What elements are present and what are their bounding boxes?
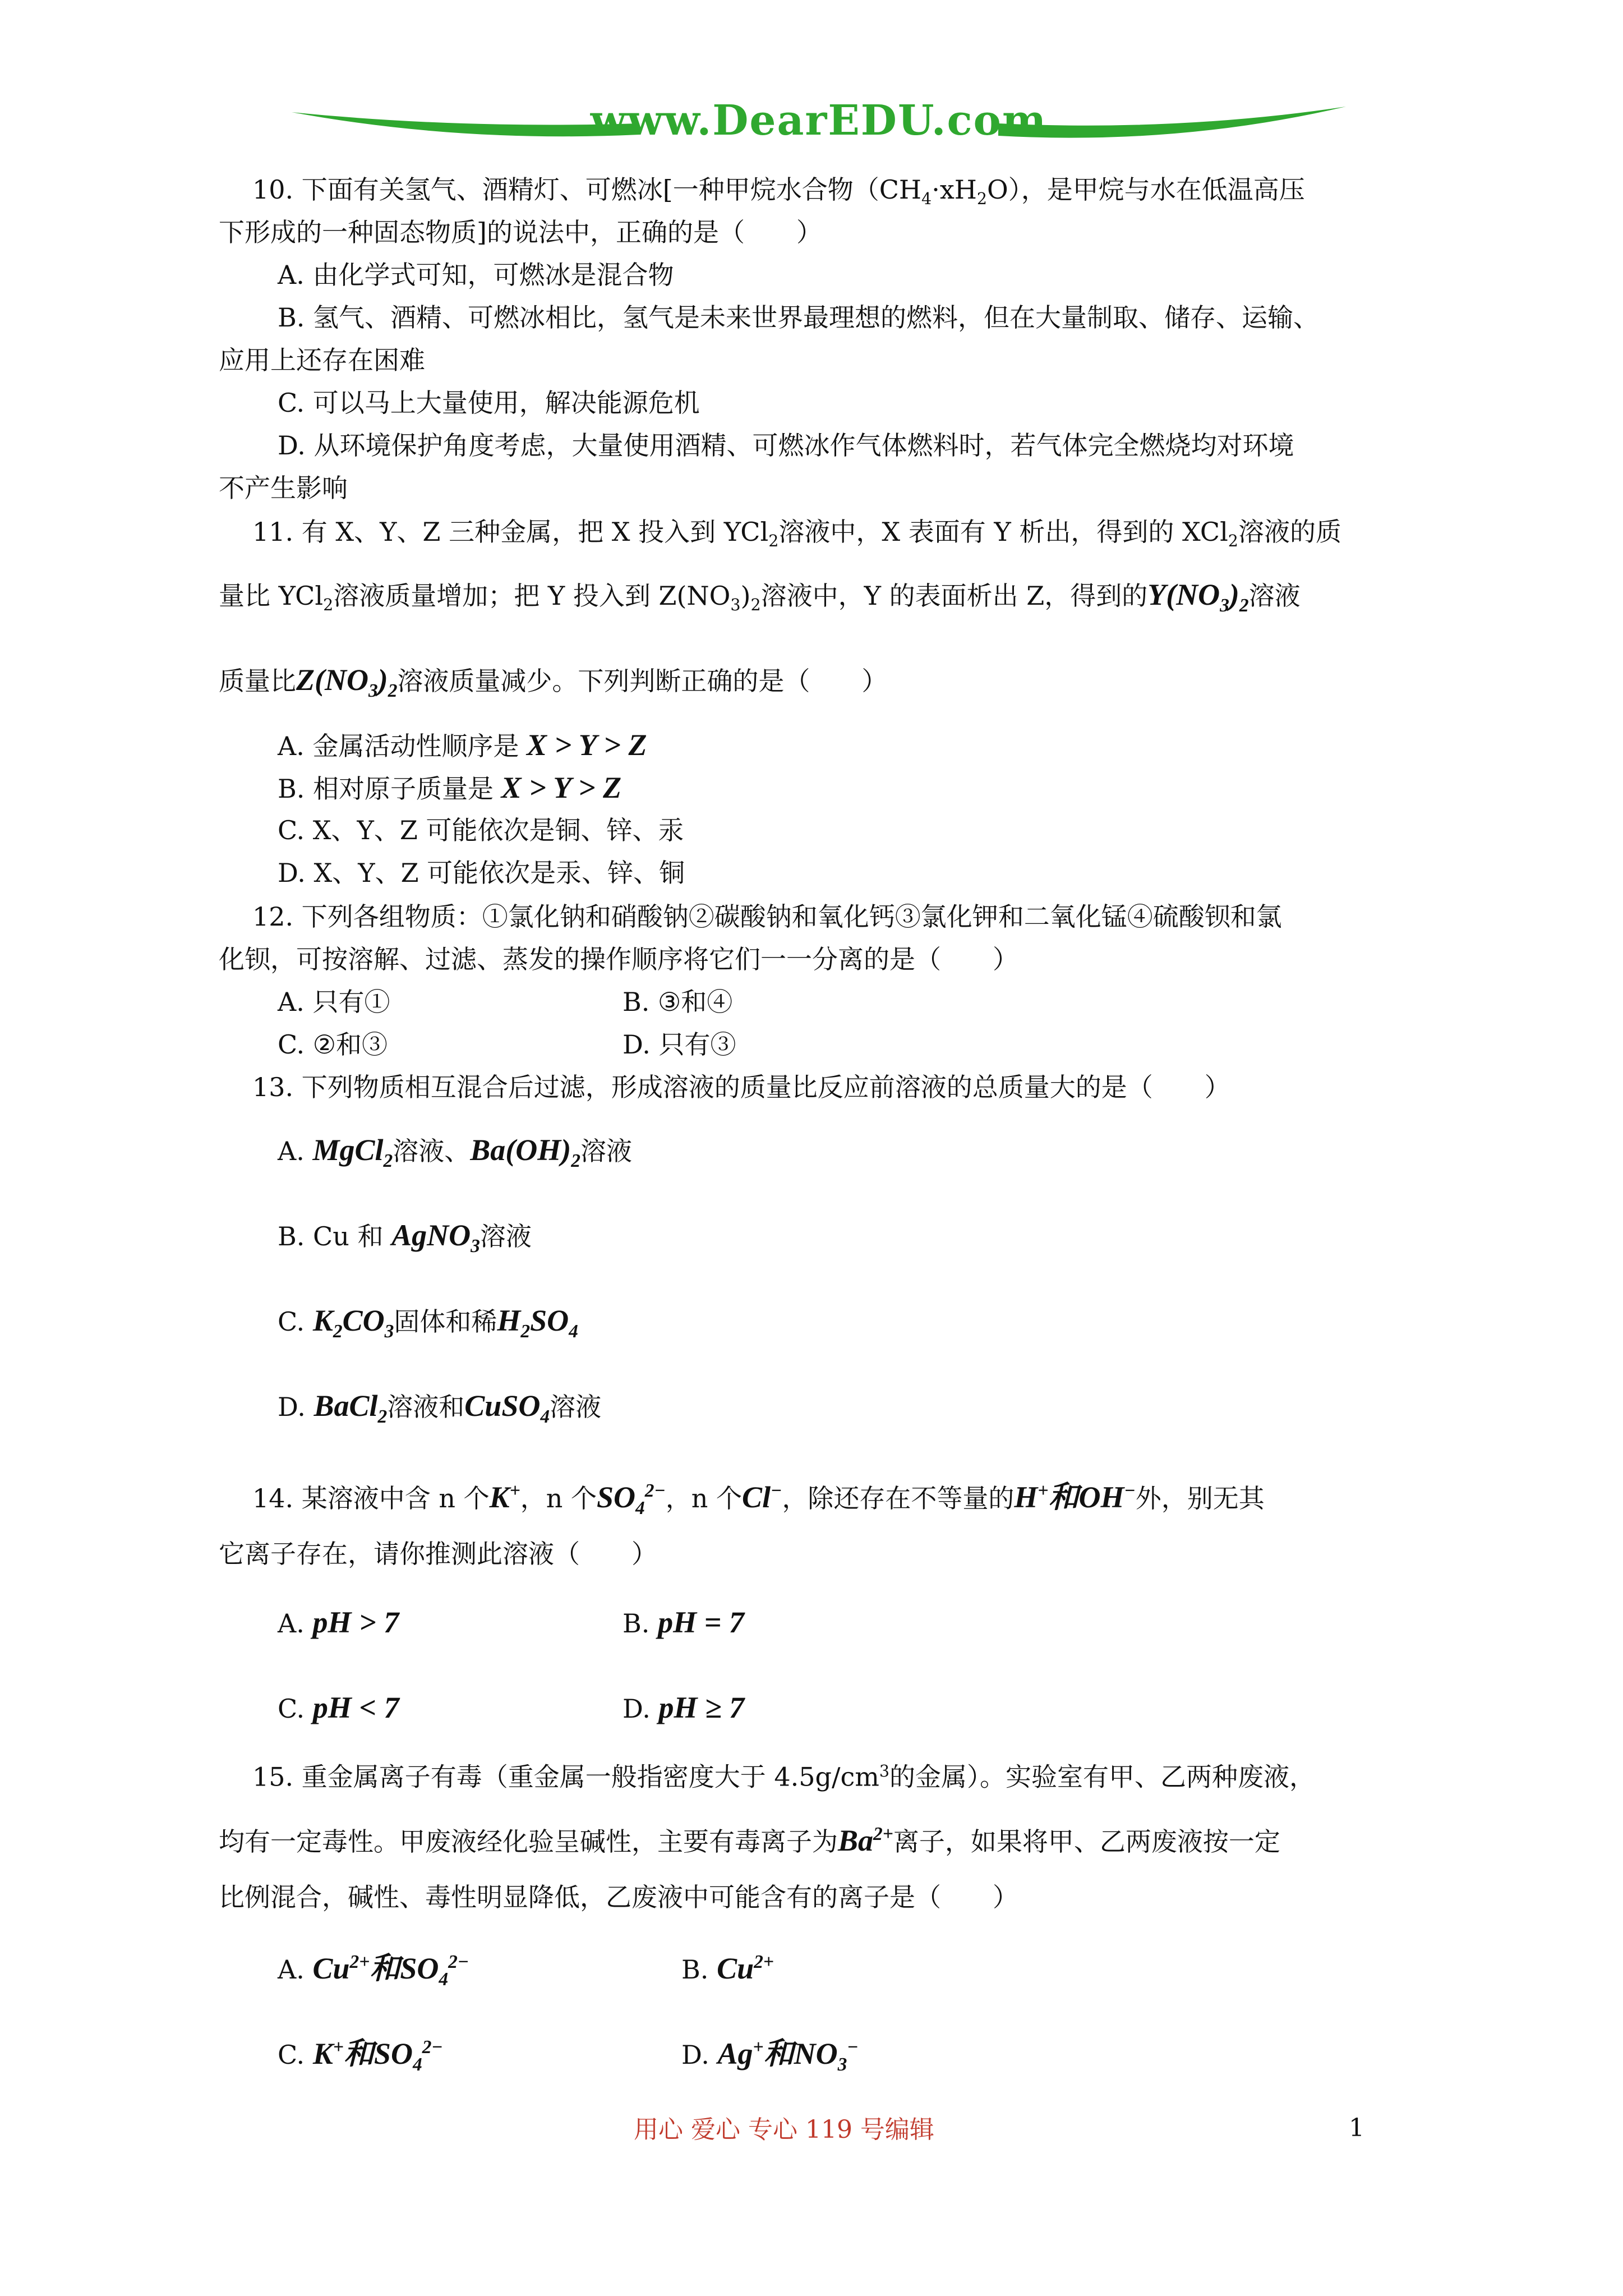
site-logo-text[interactable]: www.DearEDU.com: [590, 96, 1048, 145]
footer-text: 用心 爱心 专心 119 号编辑: [634, 2115, 934, 2144]
q12-option-a: A. 只有①: [278, 987, 390, 1017]
q15-option-d: D. Ag+和$NO_3^-$: [681, 2037, 859, 2075]
q10-option-a: A. 由化学式可知，可燃冰是混合物: [278, 260, 674, 290]
q10-option-d-cont: 不产生影响: [219, 473, 348, 503]
q15-stem-line1: 15. 重金属离子有毒（重金属一般指密度大于 $4.5g/cm^3$的金属）。实验室有甲、乙两种废液，: [252, 1761, 1316, 1792]
site-header: [292, 90, 1346, 163]
q11-option-c: C. X、Y、Z 可能依次是铜、锌、汞: [278, 815, 684, 845]
q12-option-d: D. 只有③: [623, 1029, 736, 1060]
q11-stem-line3: 质量比$Z(NO_3)_2$溶液质量减少。下列判断正确的是（ ）: [219, 663, 888, 701]
page-number: 1: [1349, 2114, 1364, 2142]
q15-option-c: C. K+和$SO_4^{2-}$: [278, 2037, 443, 2075]
q10-option-c: C. 可以马上大量使用，解决能源危机: [278, 388, 700, 418]
q14-option-a: A. pH > 7: [278, 1605, 399, 1639]
q14-option-c: C. pH < 7: [278, 1691, 399, 1724]
q13-option-b: B. Cu 和 AgNO$_3$溶液: [278, 1218, 532, 1257]
q10-option-d: D. 从环境保护角度考虑，大量使用酒精、可燃冰作气体燃料时，若气体完全燃烧均对环境: [278, 430, 1294, 461]
q14-stem-line1: 14. 某溶液中含 n 个K+，n 个$SO_4^{2-}$，n 个Cl−，除还存在不等量的H+和OH−外，别无其: [252, 1480, 1265, 1519]
q10-option-b: B. 氢气、酒精、可燃冰相比，氢气是未来世界最理想的燃料，但在大量制取、储存、运输、: [278, 302, 1320, 333]
q13-option-a: A. MgCl$_2$溶液、$Ba(OH)_2$溶液: [278, 1133, 632, 1171]
q15-stem-line3: 比例混合，碱性、毒性明显降低，乙废液中可能含有的离子是（ ）: [219, 1882, 1018, 1912]
q12-option-b: B. ③和④: [623, 987, 733, 1017]
q12-stem-line1: 12. 下列各组物质：①氯化钠和硝酸钠②碳酸钠和氧化钙③氯化钾和二氧化锰④硫酸钡和氯: [252, 901, 1282, 932]
q11-option-a: A. 金属活动性顺序是 X > Y > Z: [278, 728, 647, 762]
q14-option-d: D. pH ≥ 7: [623, 1691, 745, 1724]
q11-option-b: B. 相对原子质量是 X > Y > Z: [278, 771, 622, 804]
q15-option-b: B. $Cu^{2+}$: [681, 1952, 774, 1985]
q15-stem-line2: 均有一定毒性。甲废液经化验呈碱性，主要有毒离子为$Ba^{2+}$离子，如果将甲、乙两废液按一定: [219, 1824, 1280, 1857]
q13-option-c: C. $K_2CO_3$固体和稀$H_2SO_4$: [278, 1304, 578, 1342]
q12-option-c: C. ②和③: [278, 1029, 388, 1060]
q10-option-b-cont: 应用上还存在困难: [219, 345, 425, 375]
q10-stem-line1: 10. 下面有关氢气、酒精灯、可燃冰[一种甲烷水合物$(CH_4\cdot xH_2O)$，是甲烷与水在低温高压: [252, 174, 1305, 209]
q13-option-d: D. BaCl$_2$溶液和CuSO$_4$溶液: [278, 1389, 602, 1427]
q11-stem-line2: 量比 YCl$_2$溶液质量增加；把 Y 投入到 $Z(NO_3)_2$溶液中，Y 的表面析出 Z，得到的$Y(NO_3)_2$溶液: [219, 578, 1301, 616]
q11-stem-line1: 11. 有 X、Y、Z 三种金属，把 X 投入到 YCl$_2$溶液中，X 表面有 Y 析出，得到的 XCl$_2$溶液的质: [252, 517, 1341, 551]
q12-stem-line2: 化钡，可按溶解、过滤、蒸发的操作顺序将它们一一分离的是（ ）: [219, 944, 1018, 974]
q13-stem: 13. 下列物质相互混合后过滤，形成溶液的质量比反应前溶液的总质量大的是（ ）: [252, 1072, 1230, 1102]
q10-stem-line2: 下形成的一种固态物质]的说法中，正确的是（ ）: [219, 217, 822, 247]
q15-option-a: A. $Cu^{2+}$和$SO_4^{2-}$: [278, 1952, 469, 1990]
q14-stem-line2: 它离子存在，请你推测此溶液（ ）: [219, 1539, 657, 1569]
q11-option-d: D. X、Y、Z 可能依次是汞、锌、铜: [278, 858, 685, 888]
q14-option-b: B. pH = 7: [623, 1605, 744, 1639]
